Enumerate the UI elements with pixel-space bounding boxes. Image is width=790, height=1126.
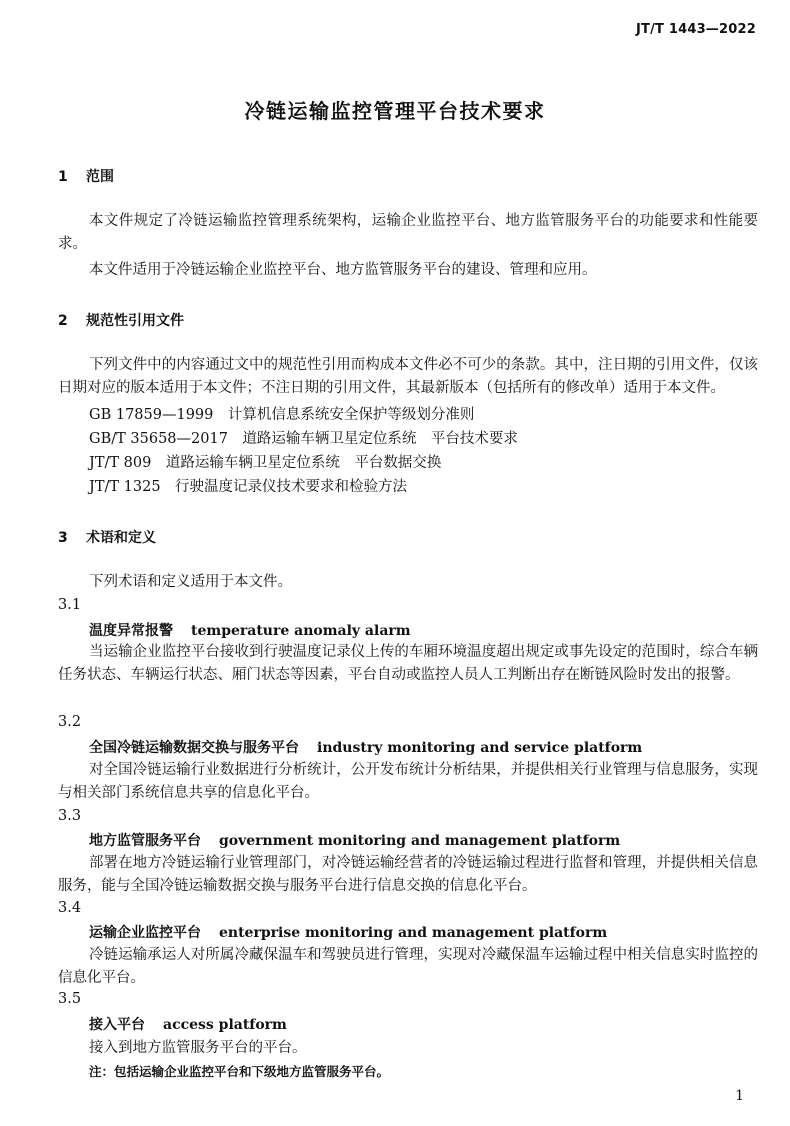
clause-number: 3.5 — [58, 991, 82, 1007]
term-definition: 当运输企业监控平台接收到行驶温度记录仪上传的车厢环境温度超出规定或事先设定的范围时，综合车辆任务状态、车辆运行状态、厢门状态等因素，平台自动或监控人员人工判断出存在断链风险时发出的报警。 — [58, 644, 758, 683]
term-entry — [89, 620, 411, 640]
clause-number: 3.1 — [58, 597, 82, 613]
term-zh: 接入平台 — [89, 1017, 145, 1033]
term-entry — [89, 737, 642, 757]
term-zh: 温度异常报警 — [89, 623, 173, 639]
section-title: 范围 — [86, 169, 114, 185]
paragraph: 下列术语和定义适用于本文件。 — [89, 574, 292, 590]
term-definition: 接入到地方监管服务平台的平台。 — [89, 1040, 307, 1056]
clause-number: 3.3 — [58, 808, 82, 824]
clause-number: 3.2 — [58, 714, 82, 730]
term-zh: 地方监管服务平台 — [89, 833, 201, 849]
term-entry — [89, 1014, 287, 1034]
term-zh: 运输企业监控平台 — [89, 925, 201, 941]
reference-item: GB/T 35658—2017 道路运输车辆卫星定位系统 平台技术要求 — [89, 431, 518, 447]
section-number: 1 — [58, 169, 68, 185]
section-title: 规范性引用文件 — [86, 313, 184, 329]
paragraph: 本文件适用于冷链运输企业监控平台、地方监管服务平台的建设、管理和应用。 — [89, 262, 597, 278]
term-en: temperature anomaly alarm — [191, 623, 411, 639]
term-entry — [89, 922, 607, 942]
paragraph: 下列文件中的内容通过文中的规范性引用而构成本文件必不可少的条款。其中，注日期的引用文件，仅该日期对应的版本适用于本文件；不注日期的引用文件，其最新版本（包括所有的修改单）适用于本文件。 — [58, 357, 758, 396]
section-number: 3 — [58, 530, 68, 546]
term-en: industry monitoring and service platform — [317, 740, 643, 756]
section-title: 术语和定义 — [86, 530, 156, 546]
paragraph: 本文件规定了冷链运输监控管理系统架构，运输企业监控平台、地方监管服务平台的功能要求和性能要求。 — [58, 213, 758, 252]
reference-item: JT/T 809 道路运输车辆卫星定位系统 平台数据交换 — [89, 455, 442, 471]
term-en: government monitoring and management platform — [219, 833, 621, 849]
section-heading-normative-references — [58, 310, 184, 330]
term-definition: 部署在地方冷链运输行业管理部门，对冷链运输经营者的冷链运输过程进行监督和管理，并提供相关信息服务，能与全国冷链运输数据交换与服务平台进行信息交换的信息化平台。 — [58, 855, 758, 894]
section-heading-terms — [58, 527, 156, 547]
term-zh: 全国冷链运输数据交换与服务平台 — [89, 740, 299, 756]
clause-number: 3.4 — [58, 900, 82, 916]
document-title: 冷链运输监控管理平台技术要求 — [244, 99, 546, 123]
page-number: 1 — [735, 1088, 744, 1104]
section-heading-scope — [58, 166, 114, 186]
reference-item: GB 17859—1999 计算机信息系统安全保护等级划分准则 — [89, 407, 475, 423]
reference-item: JT/T 1325 行驶温度记录仪技术要求和检验方法 — [89, 479, 408, 495]
document-number: JT/T 1443—2022 — [635, 22, 756, 37]
term-en: enterprise monitoring and management platform — [219, 925, 608, 941]
section-number: 2 — [58, 313, 68, 329]
term-definition: 冷链运输承运人对所属冷藏保温车和驾驶员进行管理，实现对冷藏保温车运输过程中相关信息实时监控的信息化平台。 — [58, 947, 758, 986]
term-note: 注：包括运输企业监控平台和下级地方监管服务平台。 — [89, 1064, 390, 1079]
term-entry — [89, 830, 620, 850]
term-definition: 对全国冷链运输行业数据进行分析统计，公开发布统计分析结果，并提供相关行业管理与信息服务，实现与相关部门系统信息共享的信息化平台。 — [58, 762, 758, 801]
term-en: access platform — [163, 1017, 287, 1033]
